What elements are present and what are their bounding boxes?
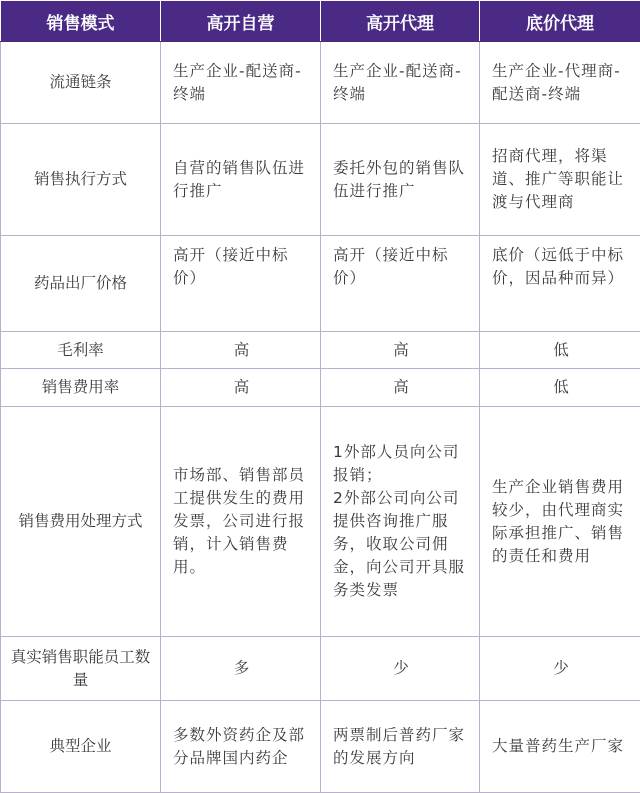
table-cell: 多 xyxy=(161,637,321,701)
table-row xyxy=(1,42,640,124)
header-row xyxy=(1,1,640,42)
header-high-open-agency: 高开代理 xyxy=(321,1,480,42)
row-label: 销售费用处理方式 xyxy=(1,407,161,637)
table-cell: 低 xyxy=(480,332,640,369)
table-cell: 高 xyxy=(321,369,480,407)
row-label: 典型企业 xyxy=(1,701,161,793)
row-label: 流通链条 xyxy=(1,42,161,124)
list-item: 1外部人员向公司报销； xyxy=(333,443,460,484)
row-label: 销售执行方式 xyxy=(1,124,161,236)
table-cell: 生产企业-配送商-终端 xyxy=(161,42,321,124)
table-row xyxy=(1,236,640,332)
table-row xyxy=(1,369,640,407)
table-cell: 低 xyxy=(480,369,640,407)
table-cell: 高开（接近中标价） xyxy=(161,236,321,332)
row-label: 真实销售职能员工数量 xyxy=(1,637,161,701)
table-cell: 委托外包的销售队伍进行推广 xyxy=(321,124,480,236)
table-row xyxy=(1,407,640,637)
table-cell: 高 xyxy=(321,332,480,369)
table-cell: 多数外资药企及部分品牌国内药企 xyxy=(161,701,321,793)
table-cell: 招商代理，将渠道、推广等职能让渡与代理商 xyxy=(480,124,640,236)
table-cell: 高 xyxy=(161,332,321,369)
table-row xyxy=(1,332,640,369)
table-row xyxy=(1,701,640,793)
table-cell: 生产企业销售费用较少，由代理商实际承担推广、销售的责任和费用 xyxy=(480,407,640,637)
header-floor-price-agency: 底价代理 xyxy=(480,1,640,42)
table-cell: 市场部、销售部员工提供发生的费用发票，公司进行报销，计入销售费用。 xyxy=(161,407,321,637)
header-high-open-self-operated: 高开自营 xyxy=(161,1,321,42)
table-row xyxy=(1,637,640,701)
table-cell: 少 xyxy=(480,637,640,701)
table-cell: 自营的销售队伍进行推广 xyxy=(161,124,321,236)
table-cell: 底价（远低于中标价，因品种而异） xyxy=(480,236,640,332)
table-cell: 高 xyxy=(161,369,321,407)
row-label: 销售费用率 xyxy=(1,369,161,407)
table-cell: 两票制后普药厂家的发展方向 xyxy=(321,701,480,793)
table-cell: 生产企业-配送商-终端 xyxy=(321,42,480,124)
row-label: 毛利率 xyxy=(1,332,161,369)
table-cell: 生产企业-代理商-配送商-终端 xyxy=(480,42,640,124)
table-cell: 少 xyxy=(321,637,480,701)
table-cell: 高开（接近中标价） xyxy=(321,236,480,332)
table-cell: 大量普药生产厂家 xyxy=(480,701,640,793)
table-cell xyxy=(321,407,480,637)
list-item: 2外部公司向公司提供咨询推广服务，收取公司佣金，向公司开具服务类发票 xyxy=(333,489,466,599)
table-row xyxy=(1,124,640,236)
row-label: 药品出厂价格 xyxy=(1,236,161,332)
header-sales-model: 销售模式 xyxy=(1,1,161,42)
